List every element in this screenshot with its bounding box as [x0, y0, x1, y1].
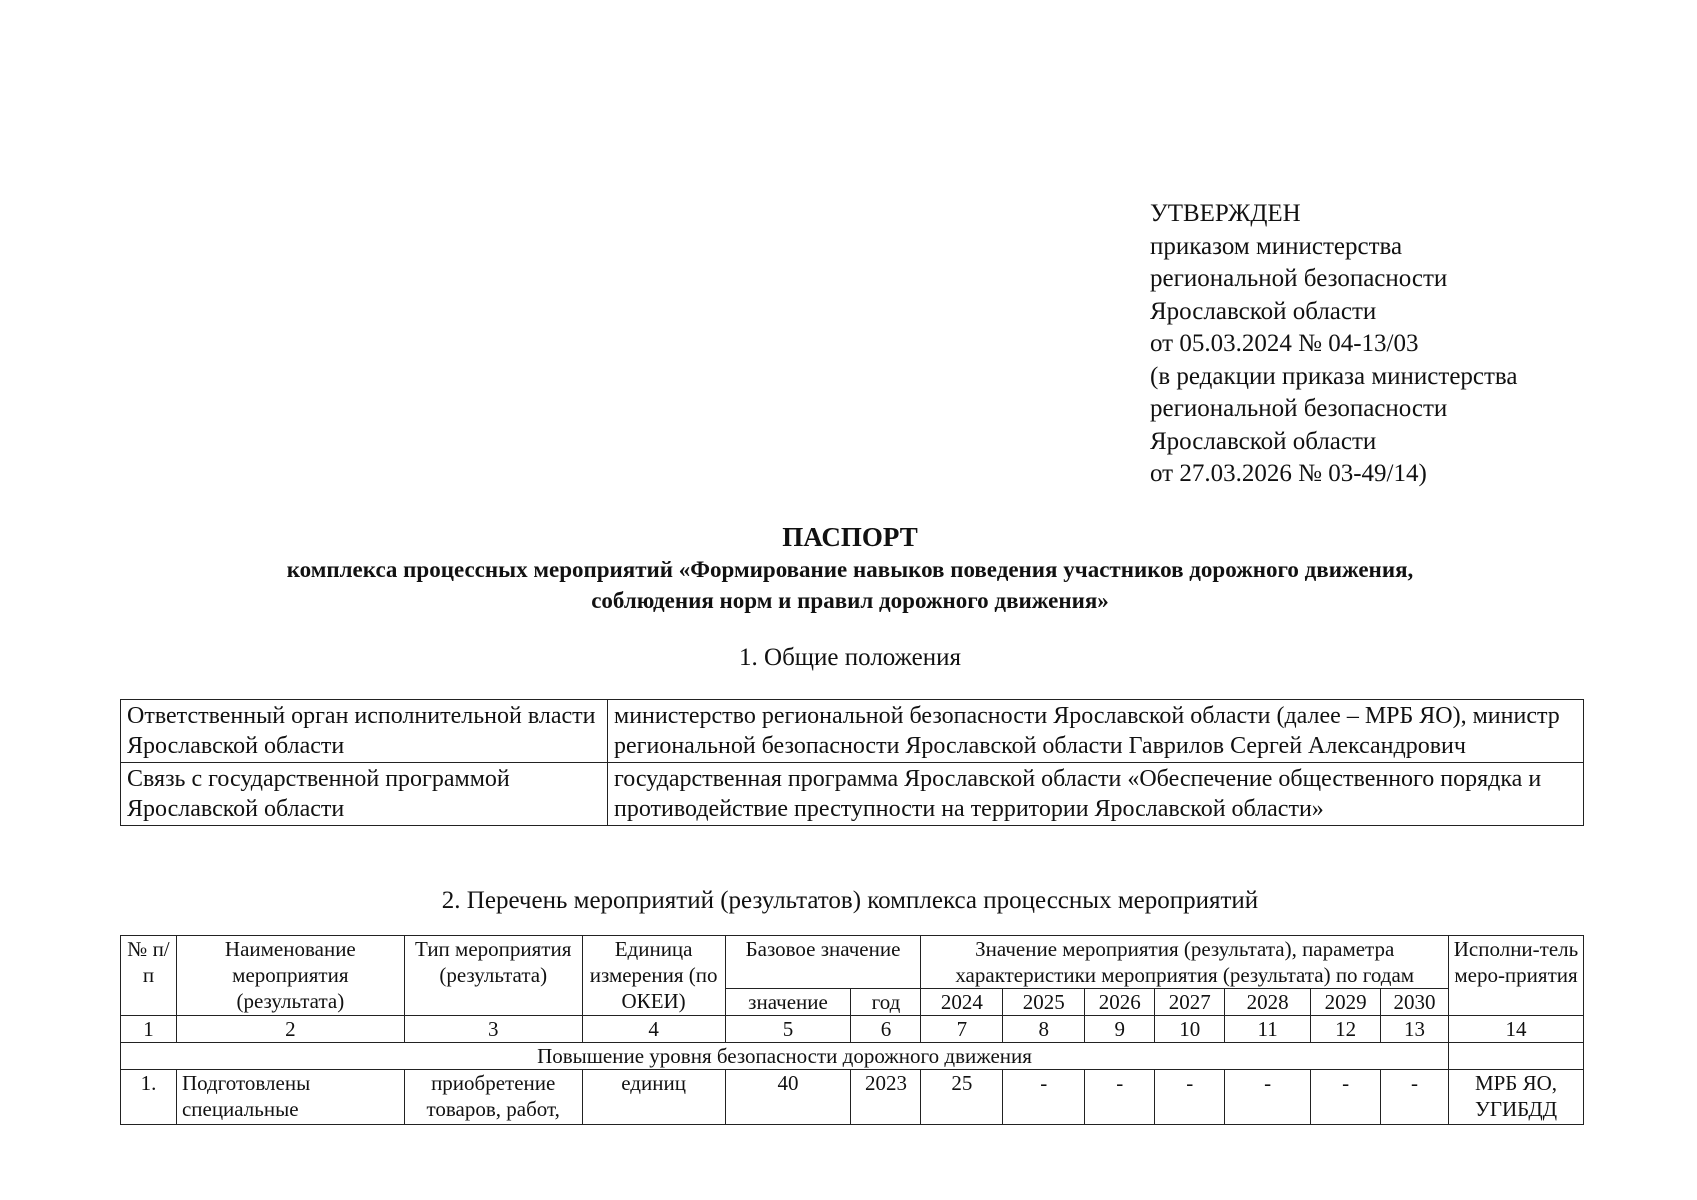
header-year: 2026 [1085, 989, 1155, 1016]
column-number: 4 [582, 1016, 725, 1043]
header-year: 2024 [921, 989, 1003, 1016]
header-year: 2028 [1225, 989, 1311, 1016]
column-number: 10 [1155, 1016, 1225, 1043]
header-year: 2029 [1311, 989, 1381, 1016]
approval-line: УТВЕРЖДЕН [1150, 200, 1301, 227]
header-year: 2027 [1155, 989, 1225, 1016]
header-year: 2025 [1003, 989, 1085, 1016]
row-label: Ответственный орган исполнительной власти Ярославской области [121, 700, 608, 763]
header-values: Значение мероприятия (результата), параметра характеристики мероприятия (результата) по годам [921, 936, 1449, 989]
column-number: 9 [1085, 1016, 1155, 1043]
group-title: Повышение уровня безопасности дорожного движения [121, 1043, 1449, 1070]
title-line-2: комплекса процессных мероприятий «Формирование навыков поведения участников дорожного движения, [286, 557, 1414, 582]
header-row [121, 936, 1584, 989]
column-number: 13 [1381, 1016, 1449, 1043]
column-number: 2 [176, 1016, 404, 1043]
header-base-year: год [851, 989, 921, 1016]
title-main: ПАСПОРТ [782, 522, 918, 552]
title-line-3: соблюдения норм и правил дорожного движения» [591, 588, 1109, 613]
column-number: 1 [121, 1016, 177, 1043]
column-number: 7 [921, 1016, 1003, 1043]
column-numbers-row [121, 1016, 1584, 1043]
cell-year-value: - [1311, 1070, 1381, 1125]
cell-base-value: 40 [725, 1070, 851, 1125]
column-number: 8 [1003, 1016, 1085, 1043]
section-1-heading: 1. Общие положения [739, 644, 961, 671]
cell-executor: МРБ ЯО, УГИБДД [1449, 1070, 1584, 1125]
column-number: 6 [851, 1016, 921, 1043]
measures-table [120, 935, 1584, 1125]
document-title [100, 520, 1600, 616]
header-base-value: значение [725, 989, 851, 1016]
section-2-heading: 2. Перечень мероприятий (результатов) комплекса процессных мероприятий [441, 887, 1259, 914]
cell-year-value: - [1085, 1070, 1155, 1125]
cell-year-value: - [1155, 1070, 1225, 1125]
approval-line: приказом министерства [1150, 232, 1403, 260]
row-value: министерство региональной безопасности Ярославской области (далее – МРБ ЯО), министр региональной безопасности Ярославской области Гаврилов Сергей Александрович [608, 700, 1584, 763]
approval-line: от 27.03.2026 № 03-49/14) [1150, 460, 1427, 487]
approval-line: (в редакции приказа министерства [1150, 362, 1518, 390]
cell-type: приобретение товаров, работ, [404, 1070, 582, 1125]
approval-line: Ярославской области [1150, 297, 1377, 325]
approval-line: региональной безопасности [1150, 265, 1448, 292]
approval-line: от 05.03.2024 № 04-13/03 [1150, 330, 1419, 357]
cell-year-value: - [1381, 1070, 1449, 1125]
cell-year-value: 25 [921, 1070, 1003, 1125]
approval-line: региональной безопасности [1150, 395, 1448, 422]
approval-line: Ярославской области [1150, 427, 1377, 455]
cell-num: 1. [121, 1070, 177, 1125]
header-num: № п/п [121, 936, 177, 1016]
cell-unit: единиц [582, 1070, 725, 1125]
header-type: Тип мероприятия (результата) [404, 936, 582, 1016]
approval-stamp [1150, 198, 1670, 491]
column-number: 12 [1311, 1016, 1381, 1043]
header-executor: Исполни-тель меро-приятия [1449, 936, 1584, 1016]
column-number: 14 [1449, 1016, 1584, 1043]
column-number: 5 [725, 1016, 851, 1043]
table-row [121, 763, 1584, 826]
cell-year-value: - [1225, 1070, 1311, 1125]
column-number: 11 [1225, 1016, 1311, 1043]
table-row [121, 1070, 1584, 1125]
column-number: 3 [404, 1016, 582, 1043]
header-year: 2030 [1381, 989, 1449, 1016]
row-value: государственная программа Ярославской области «Обеспечение общественного порядка и противодействие преступности на территории Ярославской области» [608, 763, 1584, 826]
header-base: Базовое значение [725, 936, 921, 989]
cell-base-year: 2023 [851, 1070, 921, 1125]
cell-year-value: - [1003, 1070, 1085, 1125]
table-row [121, 700, 1584, 763]
cell-name: Подготовлены специальные [176, 1070, 404, 1125]
header-name: Наименование мероприятия (результата) [176, 936, 404, 1016]
header-unit: Единица измерения (по ОКЕИ) [582, 936, 725, 1016]
general-provisions-table [120, 699, 1584, 826]
group-empty-cell [1449, 1043, 1584, 1070]
group-row [121, 1043, 1584, 1070]
row-label: Связь с государственной программой Ярославской области [121, 763, 608, 826]
